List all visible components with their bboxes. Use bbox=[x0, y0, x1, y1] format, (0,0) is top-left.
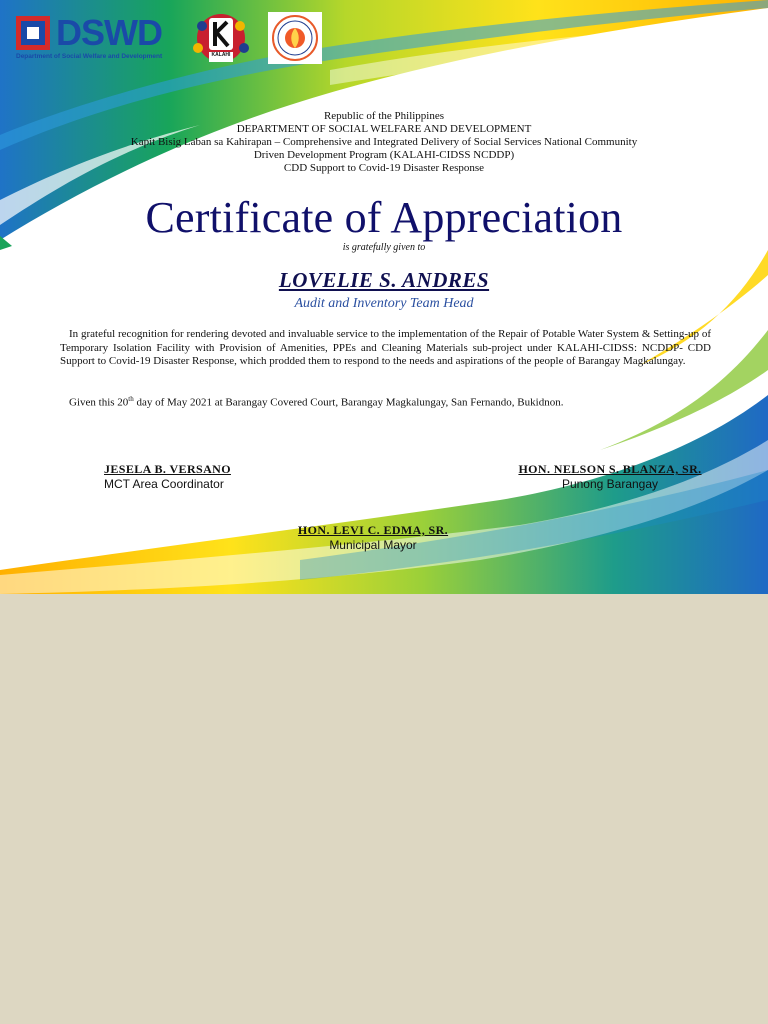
signatory-title: Municipal Mayor bbox=[329, 538, 417, 552]
header-program-line1: Kapit Bisig Laban sa Kahirapan – Comprehensive and Integrated Delivery of Social Services National Community bbox=[130, 136, 638, 148]
header-department: DEPARTMENT OF SOCIAL WELFARE AND DEVELOPMENT bbox=[236, 123, 532, 135]
given-to-label: is gratefully given to bbox=[342, 242, 426, 253]
dswd-tagline: Department of Social Welfare and Development bbox=[16, 53, 163, 60]
seal-icon bbox=[268, 12, 322, 64]
signatory-title: Punong Barangay bbox=[561, 477, 659, 491]
header-program-line3: CDD Support to Covid-19 Disaster Response bbox=[283, 162, 485, 174]
signatory-title: MCT Area Coordinator bbox=[104, 477, 224, 491]
given-date-line bbox=[69, 395, 563, 409]
kalahi-logo bbox=[188, 12, 254, 64]
recognition-paragraph: In grateful recognition for rendering devoted and invaluable service to the implementation of the Repair of Potable Water System & Setting-up of Temporary Isolation Facility with Provision of Amenities, PPEs and Cleaning Materials sub-project under KALAHI-CIDSS: NCDDP- CDD Support to Covid-19 Disaster Response, which prodded them to respond to the needs and aspirations of the people of Barangay Magkalungay. bbox=[60, 328, 711, 368]
kalahi-text: KALAHI bbox=[211, 52, 231, 58]
signatory-name: HON. LEVI C. EDMA, SR. bbox=[297, 523, 449, 537]
certificate-title: Certificate of Appreciation bbox=[145, 193, 623, 242]
signatory-name: HON. NELSON S. BLANZA, SR. bbox=[518, 462, 702, 476]
given-prefix: Given this 20 bbox=[69, 396, 129, 409]
dswd-wordmark: DSWD bbox=[56, 12, 162, 53]
recipient-name: LOVELIE S. ANDRES bbox=[278, 268, 490, 292]
signatory-mayor bbox=[0, 523, 746, 552]
signatory-coordinator bbox=[104, 462, 231, 491]
signatory-barangay-captain bbox=[480, 462, 740, 491]
header-program-line2: Driven Development Program (KALAHI-CIDSS NCDDP) bbox=[253, 149, 515, 161]
municipal-seal bbox=[268, 12, 322, 64]
given-rest: day of May 2021 at Barangay Covered Court, Barangay Magkalungay, San Fernando, Bukidnon. bbox=[133, 396, 564, 409]
recognition-text bbox=[60, 328, 711, 369]
given-ordinal: th bbox=[128, 395, 134, 403]
dswd-logo bbox=[14, 12, 174, 64]
header-republic: Republic of the Philippines bbox=[323, 110, 445, 122]
recipient-role: Audit and Inventory Team Head bbox=[294, 296, 474, 311]
signatory-name: JESELA B. VERSANO bbox=[104, 462, 231, 476]
